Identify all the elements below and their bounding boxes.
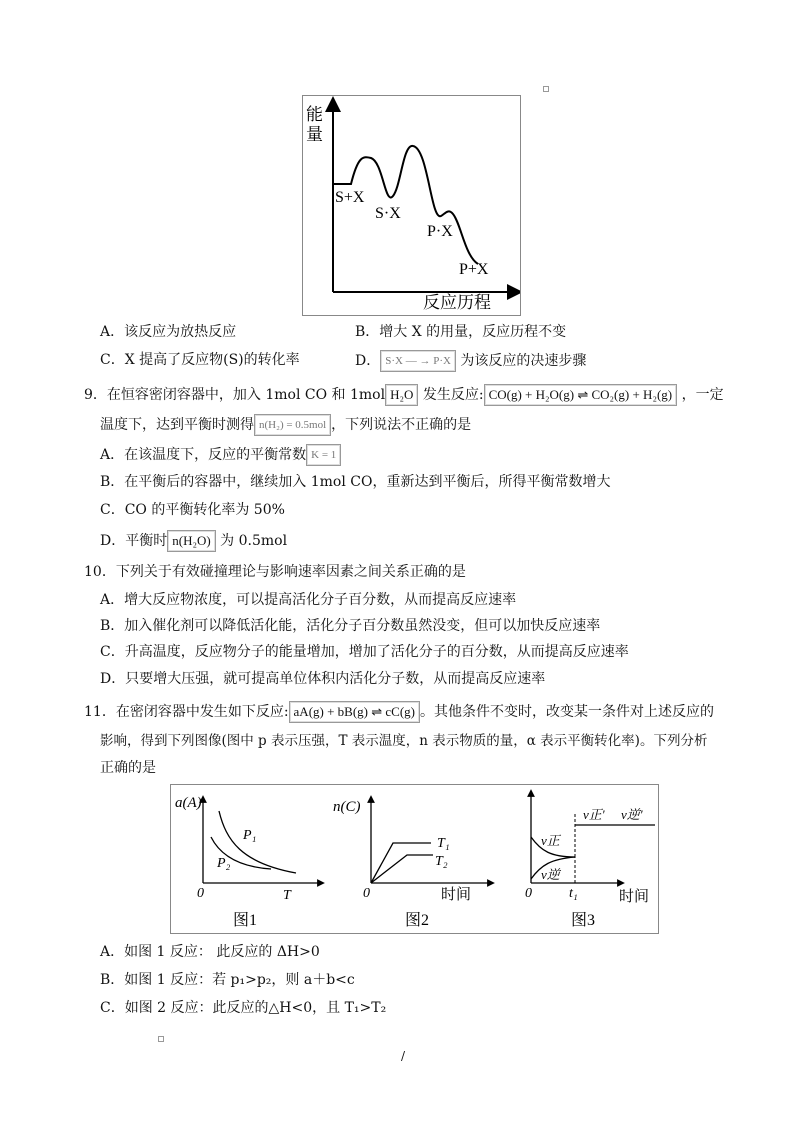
q11-option-b: B．如图 1 反应：若 p₁>p₂，则 a＋b<c [100, 972, 355, 988]
q9-stem-line1 [84, 384, 724, 406]
fig3-xlabel: 时间 [619, 889, 650, 905]
fig2-origin: 0 [363, 886, 370, 901]
fig2-ylabel: n(C) [333, 799, 361, 815]
fig1-ylabel: a(A) [175, 795, 202, 811]
y-label-2: 量 [306, 125, 323, 144]
x-label: 反应历程 [423, 293, 491, 312]
small-square-mark-2 [158, 1036, 164, 1042]
fig3-vfwd-label: v正 [541, 833, 560, 848]
fig3-caption: 图3 [571, 912, 596, 929]
fig2-t1-label: T₁ [437, 836, 450, 851]
q8-option-d [355, 350, 586, 372]
fig3-t1: t₁ [569, 886, 578, 901]
fig3-vrev-label: v逆 [541, 867, 560, 882]
q8-option-c: C．X 提高了反应物(S)的转化率 [100, 352, 300, 368]
q10-option-c: C．升高温度，反应物分子的能量增加，增加了活化分子的百分数，从而提高反应速率 [100, 644, 629, 660]
energy-profile-figure [302, 95, 521, 316]
q10-option-b: B．加入催化剂可以降低活化能，活化分子百分数虽然没变，但可以加快反应速率 [100, 618, 601, 634]
y-label-1: 能 [306, 105, 323, 124]
q9-option-a-prefix: A．在该温度下，反应的平衡常数 [100, 447, 307, 463]
q9-option-c: C．CO 的平衡转化率为 50% [100, 502, 285, 518]
fig1-p1-label: P₁ [243, 828, 257, 843]
q9-option-d-suffix: 为 0.5mol [220, 533, 288, 549]
q11-stem-2: 。其他条件不变时，改变某一条件对上述反应的 [420, 704, 714, 720]
q11-stem-1: 11．在密闭容器中发生如下反应: [84, 704, 289, 720]
fig1-xlabel: T [283, 888, 291, 903]
fig3-graph [525, 793, 655, 929]
q9-option-a [100, 444, 341, 466]
fig2-caption: 图2 [405, 912, 430, 929]
q11-option-c: C．如图 2 反应：此反应的△H<0，且 T₁>T₂ [100, 1000, 387, 1016]
q11-graphs-figure [170, 784, 659, 934]
fig2-t2-label: T₂ [435, 854, 448, 869]
q8-option-d-formula: S·X — → P·X [380, 350, 456, 372]
q9-option-d [100, 530, 287, 552]
q11-equation: aA(g) + bB(g) ⇌ cC(g) [289, 701, 420, 723]
state-s-dot-x: S·X [375, 205, 401, 222]
q9-stem-3: ，一定 [681, 387, 724, 403]
q8-option-a: A．该反应为放热反应 [100, 324, 237, 340]
fig2-graph [333, 799, 491, 929]
q10-option-a: A．增大反应物浓度，可以提高活化分子百分数，从而提高反应速率 [100, 592, 517, 608]
q9-h2o: H₂O [385, 384, 418, 406]
fig3-origin: 0 [525, 886, 532, 901]
fig1-origin: 0 [197, 886, 204, 901]
fig1-graph [175, 795, 321, 929]
q10-option-d: D．只要增大压强，就可提高单位体积内活化分子数，从而提高反应速率 [100, 671, 546, 687]
q9-stem-5: ，下列说法不正确的是 [331, 417, 472, 433]
fig1-p2-label: P₂ [217, 856, 231, 871]
fig2-curve-t2 [371, 855, 433, 883]
q9-option-b: B．在平衡后的容器中，继续加入 1mol CO，重新达到平衡后，所得平衡常数增大 [100, 474, 611, 490]
q11-stem-line1 [84, 701, 714, 723]
state-p-plus-x: P+X [459, 261, 489, 278]
q9-option-d-prefix: D．平衡时 [100, 533, 168, 549]
q9-stem-line2 [100, 414, 471, 436]
fig3-vfwd2-label: v正' [583, 807, 605, 822]
fig1-curve-p1 [219, 811, 296, 873]
small-square-mark [543, 86, 549, 92]
q9-stem-1: 9．在恒容密闭容器中，加入 1mol CO 和 1mol [84, 387, 386, 403]
q9-nh2: n(H₂) = 0.5mol [254, 414, 331, 436]
q8-option-b: B．增大 X 的用量，反应历程不变 [355, 324, 567, 340]
q9-option-d-formula: n(H₂O) [167, 530, 215, 552]
q9-option-a-formula: K = 1 [306, 444, 341, 466]
fig2-curve-t1 [371, 843, 431, 883]
q9-stem-4: 温度下，达到平衡时测得 [100, 417, 254, 433]
q10-stem: 10．下列关于有效碰撞理论与影响速率因素之间关系正确的是 [84, 564, 466, 580]
q11-option-a: A．如图 1 反应： 此反应的 ΔH>0 [100, 944, 320, 960]
q8-option-d-suffix: 为该反应的决速步骤 [460, 353, 587, 369]
energy-profile-svg [303, 96, 520, 315]
state-p-dot-x: P·X [427, 223, 453, 240]
q11-stem-3: 影响，得到下列图像(图中 p 表示压强，T 表示温度，n 表示物质的量，α 表示平衡转化率)。下列分析 [100, 733, 708, 749]
q11-graphs-svg [171, 785, 658, 933]
page-mark: / [401, 1049, 406, 1063]
state-s-plus-x: S+X [335, 189, 365, 206]
fig1-caption: 图1 [233, 912, 258, 929]
fig3-vrev2-label: v逆' [621, 807, 643, 822]
fig2-xlabel: 时间 [441, 887, 472, 903]
q9-stem-2: 发生反应: [422, 387, 484, 403]
q8-option-d-prefix: D． [355, 353, 381, 369]
q11-stem-4: 正确的是 [100, 760, 156, 776]
q9-equation: CO(g) + H₂O(g) ⇌ CO₂(g) + H₂(g) [484, 384, 678, 406]
